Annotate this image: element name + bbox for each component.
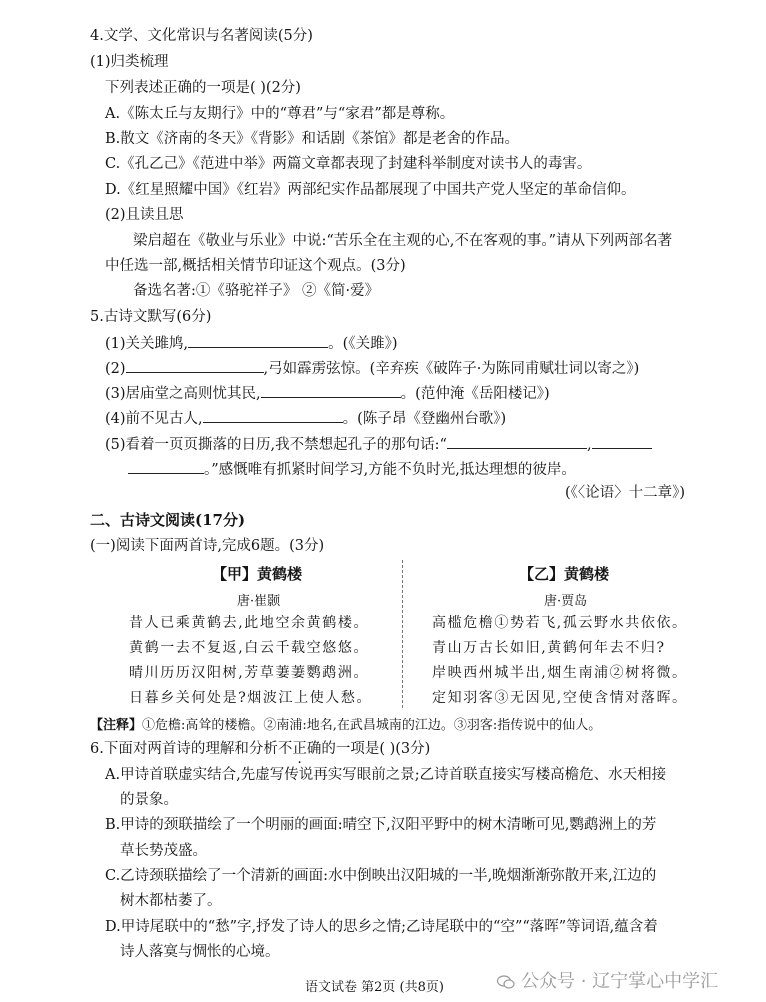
q4-option-b: B.散文《济南的冬天》《背影》和话剧《茶馆》都是老舍的作品。 — [105, 131, 520, 147]
q5-line3-prefix: (3)居庙堂之高则忧其民, — [105, 386, 261, 402]
q5-line3 — [105, 382, 550, 404]
answer-blank[interactable] — [592, 433, 652, 449]
q4-option-c: C.《孔乙己》《范进中举》两篇文章都表现了封建科举制度对读书人的毒害。 — [105, 156, 592, 172]
poem-b-author: 唐·贾岛 — [544, 594, 588, 609]
q5-line1-prefix: (1)关关雎鸠, — [105, 336, 189, 352]
annotation-note — [90, 716, 601, 736]
q6-stem-a: 6.下面对两首诗的理解和分析 — [90, 741, 278, 757]
q4-sub2: (2)且读且思 — [105, 207, 184, 223]
q6-option-a-line1: A.甲诗首联虚实结合,先虚写传说再实写眼前之景;乙诗首联直接实写楼高檐危、水天相接 — [105, 767, 667, 783]
q6-option-b-line1: B.甲诗的颈联描绘了一个明丽的画面:晴空下,汉阳平野中的树木清晰可见,鹦鹉洲上的芳 — [105, 817, 657, 833]
poem-a-line: 昔人已乘黄鹤去,此地空余黄鹤楼。 — [129, 615, 370, 631]
section2-intro: (一)阅读下面两首诗,完成6题。(3分) — [90, 538, 325, 554]
q5-line1-suffix: 。(《关雎》) — [328, 336, 398, 352]
poem-a-author: 唐·崔颢 — [237, 594, 281, 609]
q5-line5-prefix: (5)看着一页页撕落的日历,我不禁想起孔子的那句话:“ — [105, 437, 447, 453]
q5-line4-prefix: (4)前不见古人, — [105, 411, 203, 427]
q5-line2-suffix: ,弓如霹雳弦惊。(辛弃疾《破阵子·为陈同甫赋壮词以寄之》) — [263, 361, 640, 377]
poem-b-line: 青山万古长如旧,黄鹤何年去不归? — [432, 640, 666, 656]
annotation-label: 【注释】 — [90, 718, 143, 733]
q6-stem — [90, 739, 430, 759]
wechat-icon — [497, 975, 515, 989]
poem-a-line: 黄鹤一去不复返,白云千载空悠悠。 — [129, 640, 370, 656]
q4-option-a: A.《陈太丘与友期行》中的“尊君”与“家君”都是尊称。 — [105, 106, 455, 122]
page-footer: 语文试卷 第2页 (共8页) — [305, 980, 444, 995]
poem-b-title: 【乙】黄鹤楼 — [519, 565, 610, 583]
q5-line6 — [128, 458, 576, 480]
poem-b-line: 定知羽客③无因见,空使含情对落晖。 — [432, 690, 688, 706]
poem-a-title: 【甲】黄鹤楼 — [212, 565, 303, 583]
poem-a-line: 晴川历历汉阳树,芳草萋萋鹦鹉洲。 — [129, 665, 370, 681]
annotation-text: ①危檐:高耸的楼檐。②南浦:地名,在武昌城南的江边。③羽客:指传说中的仙人。 — [142, 718, 602, 733]
q4-option-d: D.《红星照耀中国》《红岩》两部纪实作品都展现了中国共产党人坚定的革命信仰。 — [105, 182, 636, 198]
q5-line5-comma: , — [586, 437, 592, 453]
q5-line2 — [105, 357, 639, 379]
q4-stem: 下列表述正确的一项是( )(2分) — [105, 80, 301, 96]
q6-option-b-line2: 草长势茂盛。 — [120, 843, 207, 859]
q5-line6-suffix: 。”感慨唯有抓紧时间学习,方能不负时光,抵达理想的彼岸。 — [204, 462, 576, 478]
poem-divider — [402, 560, 403, 708]
answer-blank[interactable] — [128, 458, 204, 474]
answer-blank[interactable] — [126, 357, 264, 373]
q6-option-c-line2: 树木都枯萎了。 — [120, 893, 222, 909]
q4-para1: 梁启超在《敬业与乐业》中说:“苦乐全在主观的心,不在客观的事。”请从下列两部名著 — [133, 233, 673, 249]
q6-option-d-line2: 诗人落寞与惆怅的心境。 — [120, 944, 280, 960]
q4-books: 备选名著:①《骆驼祥子》 ②《简·爱》 — [133, 283, 380, 299]
q6-option-d-line1: D.甲诗尾联中的“愁”字,抒发了诗人的思乡之情;乙诗尾联中的“空”“落晖”等词语,蕴含着 — [105, 919, 658, 935]
poem-b-line: 岸映西州城半出,烟生南浦②树将微。 — [432, 665, 688, 681]
q4-title: 4.文学、文化常识与名著阅读(5分) — [90, 28, 313, 44]
answer-blank[interactable] — [447, 433, 587, 449]
section2-title: 二、古诗文阅读(17分) — [90, 511, 246, 529]
poem-b-line: 高槛危檐①势若飞,孤云野水共依依。 — [432, 615, 688, 631]
watermark — [497, 967, 718, 993]
q5-line4-suffix: 。(陈子昂《登幽州台歌》) — [342, 411, 507, 427]
q6-option-a-line2: 的景象。 — [120, 792, 178, 808]
q6-emphasis: 不正确 — [277, 741, 322, 757]
q5-title: 5.古诗文默写(6分) — [90, 309, 212, 325]
q5-line4 — [105, 407, 506, 429]
watermark-text: 公众号 · 辽宁掌心中学汇 — [521, 971, 719, 992]
q4-sub1: (1)归类梳理 — [90, 54, 169, 70]
q5-line5 — [105, 433, 652, 455]
q5-line2-prefix: (2) — [105, 361, 126, 377]
q6-option-c-line1: C.乙诗颈联描绘了一个清新的画面:水中倒映出汉阳城的一半,晚烟渐渐弥散开来,江边的 — [105, 868, 657, 884]
answer-blank[interactable] — [203, 407, 343, 423]
q5-line3-suffix: 。(范仲淹《岳阳楼记》) — [400, 386, 550, 402]
q6-stem-b: 的一项是( )(3分) — [321, 741, 431, 757]
answer-blank[interactable] — [188, 332, 328, 348]
answer-blank[interactable] — [261, 382, 401, 398]
poem-a-line: 日暮乡关何处是?烟波江上使人愁。 — [129, 690, 373, 706]
q4-para2: 中任选一部,概括相关情节印证这个观点。(3分) — [105, 258, 406, 274]
q5-source: (《〈论语〉十二章》) — [565, 485, 686, 501]
q5-line1 — [105, 332, 397, 354]
